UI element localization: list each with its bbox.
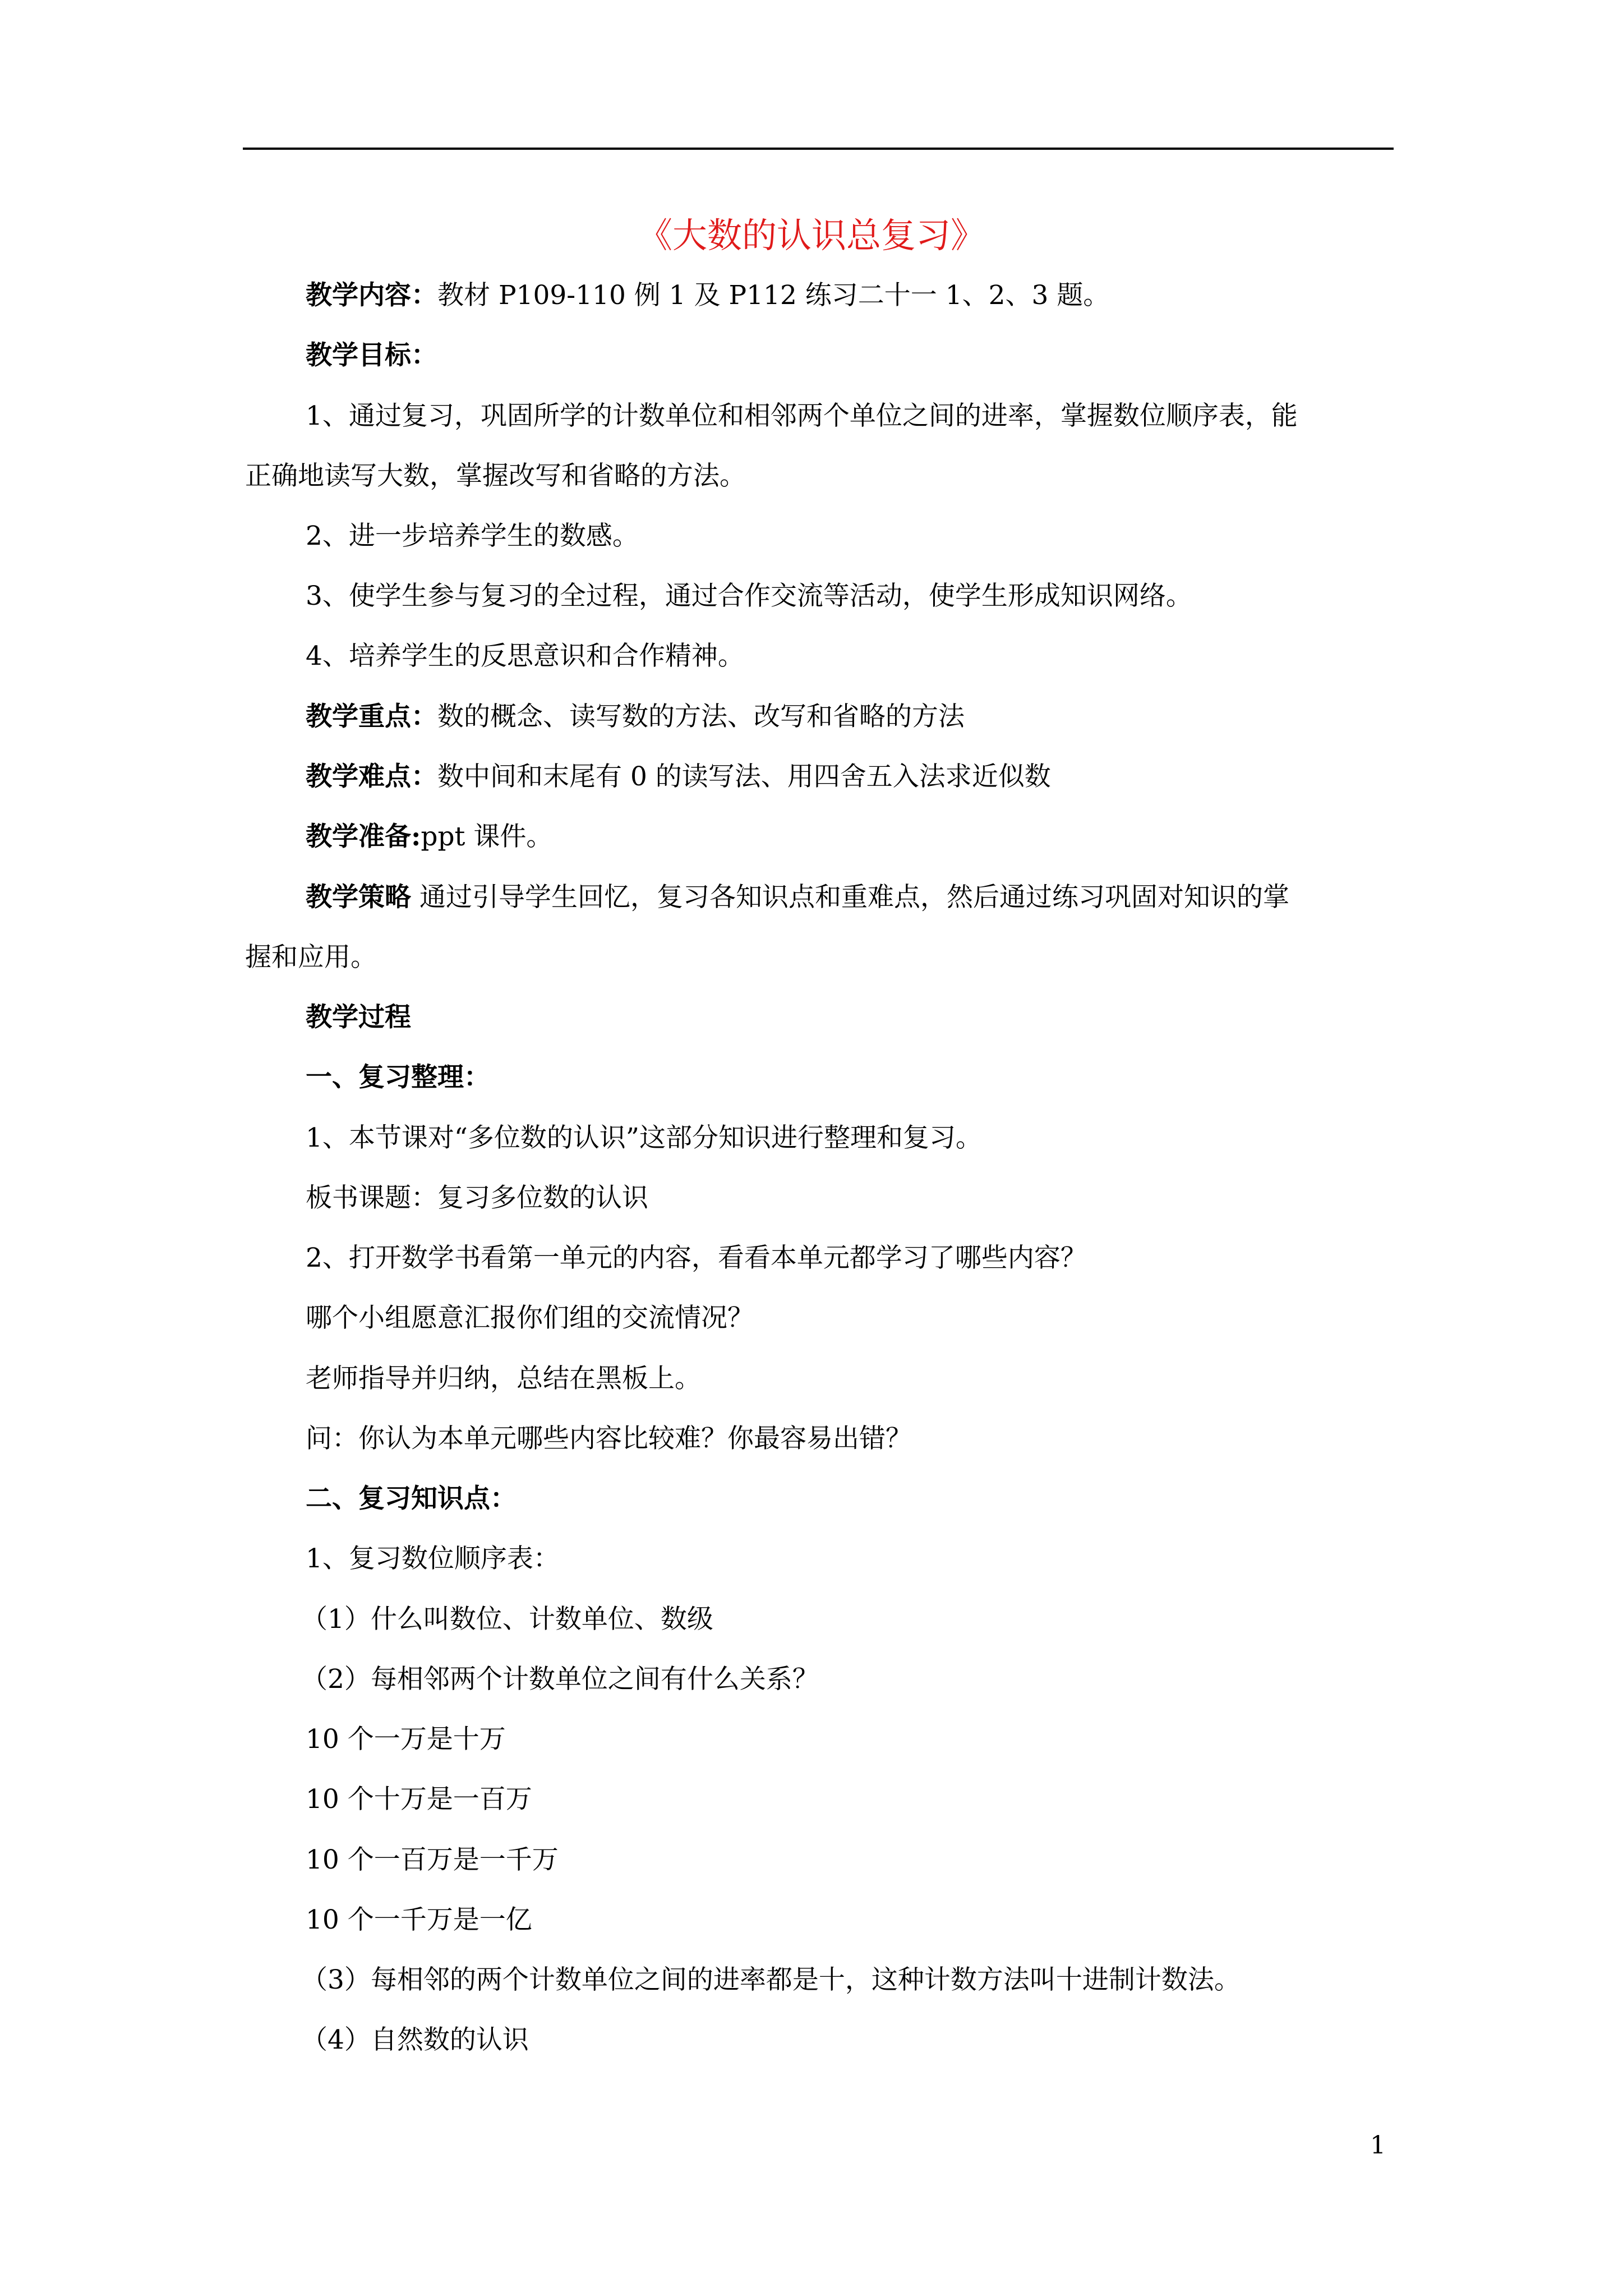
section1-line-4: 哪个小组愿意汇报你们组的交流情况？ xyxy=(306,1303,754,1333)
strategy-label: 教学策略 xyxy=(306,882,411,913)
section1-line-3: 2、打开数学书看第一单元的内容，看看本单元都学习了哪些内容？ xyxy=(306,1243,1087,1273)
section2-line-3: （2）每相邻两个计数单位之间有什么关系？ xyxy=(301,1664,819,1695)
section1-line-2: 板书课题：复习多位数的认识 xyxy=(306,1182,648,1213)
goal-item-1-cont: 正确地读写大数，掌握改写和省略的方法。 xyxy=(245,461,746,491)
key-points-line xyxy=(306,692,965,742)
section2-line-8: （3）每相邻的两个计数单位之间的进率都是十，这种计数方法叫十进制计数法。 xyxy=(301,1964,1241,1995)
goal-item-1: 1、通过复习，巩固所学的计数单位和相邻两个单位之间的进率，掌握数位顺序表，能 xyxy=(306,401,1298,431)
goal-item-4: 4、培养学生的反思意识和合作精神。 xyxy=(306,641,744,671)
preparation-line xyxy=(306,812,552,862)
section1-line-6: 问：你认为本单元哪些内容比较难？你最容易出错？ xyxy=(306,1423,912,1454)
difficulties-text: 数中间和末尾有 0 的读写法、用四舍五入法求近似数 xyxy=(437,761,1051,792)
goal-item-3: 3、使学生参与复习的全过程，通过合作交流等活动，使学生形成知识网络。 xyxy=(306,581,1192,611)
process-label: 教学过程 xyxy=(306,1002,411,1033)
page-number: 1 xyxy=(1370,2131,1386,2160)
difficulties-line xyxy=(306,752,1051,802)
content-line xyxy=(306,270,1109,321)
section1-heading: 一、复习整理： xyxy=(306,1062,490,1093)
section2-line-7: 10 个一千万是一亿 xyxy=(306,1904,532,1935)
content-label: 教学内容： xyxy=(306,280,437,311)
preparation-label: 教学准备: xyxy=(306,821,421,852)
goals-label: 教学目标： xyxy=(306,340,437,371)
content-text: 教材 P109-110 例 1 及 P112 练习二十一 1、2、3 题。 xyxy=(437,280,1110,311)
section2-line-6: 10 个一百万是一千万 xyxy=(306,1844,559,1875)
section2-line-1: 1、复习数位顺序表： xyxy=(306,1543,560,1574)
section2-line-5: 10 个十万是一百万 xyxy=(306,1784,532,1815)
strategy-text: 通过引导学生回忆，复习各知识点和重难点，然后通过练习巩固对知识的掌 xyxy=(419,882,1289,913)
section2-line-4: 10 个一万是十万 xyxy=(306,1724,506,1755)
strategy-text-cont: 握和应用。 xyxy=(245,942,377,973)
section2-line-2: （1）什么叫数位、计数单位、数级 xyxy=(301,1604,713,1635)
section2-line-9: （4）自然数的认识 xyxy=(301,2024,529,2055)
preparation-text: ppt 课件。 xyxy=(421,821,553,852)
section2-heading: 二、复习知识点： xyxy=(306,1483,517,1514)
header-rule xyxy=(243,148,1394,150)
section1-line-1: 1、本节课对“多位数的认识”这部分知识进行整理和复习。 xyxy=(306,1122,982,1153)
difficulties-label: 教学难点： xyxy=(306,761,437,792)
key-points-text: 数的概念、读写数的方法、改写和省略的方法 xyxy=(437,701,965,732)
document-title: 《大数的认识总复习》 xyxy=(637,215,985,256)
goal-item-2: 2、进一步培养学生的数感。 xyxy=(306,521,639,551)
section1-line-5: 老师指导并归纳，总结在黑板上。 xyxy=(306,1363,701,1394)
key-points-label: 教学重点： xyxy=(306,701,437,732)
strategy-line xyxy=(306,872,1289,923)
